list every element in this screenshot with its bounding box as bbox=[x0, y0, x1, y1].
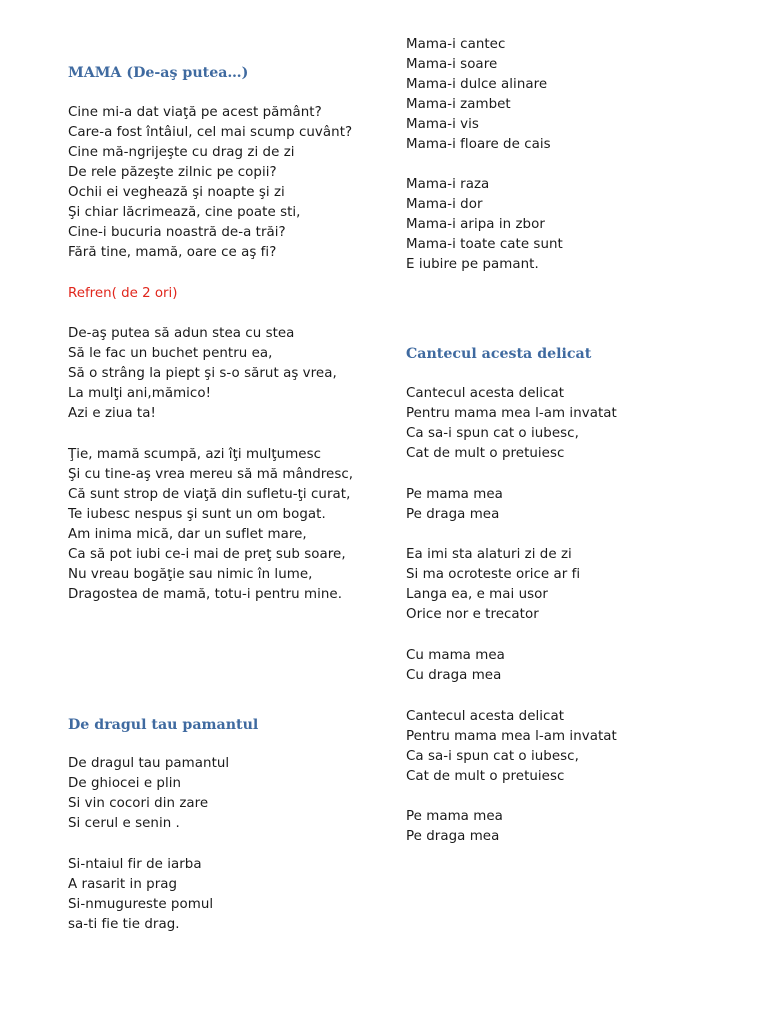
refrain-note: Refren( de 2 ori) bbox=[68, 286, 178, 301]
poem-line: Să o strâng la piept şi s-o sărut aş vrea, bbox=[68, 366, 337, 381]
poem-title-de-dragul-tau-pamantul: De dragul tau pamantul bbox=[68, 717, 259, 733]
poem-line: Cat de mult o pretuiesc bbox=[406, 769, 565, 784]
poem-line: La mulţi ani,mămico! bbox=[68, 386, 212, 401]
poem-line: Pentru mama mea l-am invatat bbox=[406, 729, 617, 744]
poem-line: E iubire pe pamant. bbox=[406, 257, 539, 272]
poem-line: Azi e ziua ta! bbox=[68, 406, 156, 421]
poem-line: Mama-i floare de cais bbox=[406, 137, 551, 152]
poem-line: Pe draga mea bbox=[406, 507, 500, 522]
poem-line: Mama-i vis bbox=[406, 117, 479, 132]
poem-line: Dragostea de mamă, totu-i pentru mine. bbox=[68, 587, 343, 602]
poem-line: Pe mama mea bbox=[406, 809, 503, 824]
poem-line: Ţie, mamă scumpă, azi îţi mulţumesc bbox=[68, 447, 322, 462]
poem-line: Si ma ocroteste orice ar fi bbox=[406, 567, 581, 582]
poem-line: Ca să pot iubi ce-i mai de preţ sub soare, bbox=[68, 547, 346, 562]
poem-line: Ca sa-i spun cat o iubesc, bbox=[406, 749, 579, 764]
poem-line: Mama-i raza bbox=[406, 177, 490, 192]
poem-line: Si cerul e senin . bbox=[68, 816, 180, 831]
poem-title-mama: MAMA (De-aş putea…) bbox=[68, 65, 249, 81]
poem-line: Cine mi-a dat viaţă pe acest pământ? bbox=[68, 105, 322, 120]
poem-line: Si-nmugureste pomul bbox=[68, 897, 214, 912]
poem-line: Mama-i aripa in zbor bbox=[406, 217, 545, 232]
poem-title-cantecul-acesta-delicat: Cantecul acesta delicat bbox=[406, 346, 592, 362]
poem-line: De rele păzeşte zilnic pe copii? bbox=[68, 165, 277, 180]
poem-line: De ghiocei e plin bbox=[68, 776, 182, 791]
poem-line: sa-ti fie tie drag. bbox=[68, 917, 180, 932]
poem-line: Să le fac un buchet pentru ea, bbox=[68, 346, 273, 361]
poem-line: Pentru mama mea l-am invatat bbox=[406, 406, 617, 421]
poem-line: Mama-i cantec bbox=[406, 37, 506, 52]
poem-line: Cantecul acesta delicat bbox=[406, 386, 564, 401]
poem-line: Cantecul acesta delicat bbox=[406, 709, 564, 724]
poem-line: Mama-i soare bbox=[406, 57, 498, 72]
poem-line: Si vin cocori din zare bbox=[68, 796, 209, 811]
poem-line: Şi chiar lăcrimează, cine poate sti, bbox=[68, 205, 301, 220]
poem-line: Ea imi sta alaturi zi de zi bbox=[406, 547, 572, 562]
poem-line: Mama-i zambet bbox=[406, 97, 511, 112]
poem-line: Langa ea, e mai usor bbox=[406, 587, 548, 602]
poem-line: Cat de mult o pretuiesc bbox=[406, 446, 565, 461]
poem-line: Mama-i dulce alinare bbox=[406, 77, 548, 92]
poem-line: Ca sa-i spun cat o iubesc, bbox=[406, 426, 579, 441]
poem-line: Orice nor e trecator bbox=[406, 607, 539, 622]
poem-line: Te iubesc nespus şi sunt un om bogat. bbox=[68, 507, 326, 522]
poem-line: Cine mă-ngrijeşte cu drag zi de zi bbox=[68, 145, 295, 160]
poem-line: Şi cu tine-aş vrea mereu să mă mândresc, bbox=[68, 467, 354, 482]
poem-line: Că sunt strop de viaţă din sufletu-ţi curat, bbox=[68, 487, 351, 502]
poem-line: Cu draga mea bbox=[406, 668, 502, 683]
poem-line: Cu mama mea bbox=[406, 648, 505, 663]
poem-line: Pe draga mea bbox=[406, 829, 500, 844]
poem-line: Pe mama mea bbox=[406, 487, 503, 502]
poem-line: A rasarit in prag bbox=[68, 877, 178, 892]
poem-line: Ochii ei veghează şi noapte şi zi bbox=[68, 185, 285, 200]
poem-line: Am inima mică, dar un suflet mare, bbox=[68, 527, 307, 542]
poem-line: Fără tine, mamă, oare ce aş fi? bbox=[68, 245, 277, 260]
poem-line: De-aş putea să adun stea cu stea bbox=[68, 326, 295, 341]
poem-line: De dragul tau pamantul bbox=[68, 756, 230, 771]
poem-line: Nu vreau bogăţie sau nimic în lume, bbox=[68, 567, 313, 582]
poem-line: Care-a fost întâiul, cel mai scump cuvânt? bbox=[68, 125, 353, 140]
poem-line: Mama-i toate cate sunt bbox=[406, 237, 563, 252]
poem-line: Si-ntaiul fir de iarba bbox=[68, 857, 202, 872]
poem-line: Cine-i bucuria noastră de-a trăi? bbox=[68, 225, 286, 240]
poem-line: Mama-i dor bbox=[406, 197, 483, 212]
